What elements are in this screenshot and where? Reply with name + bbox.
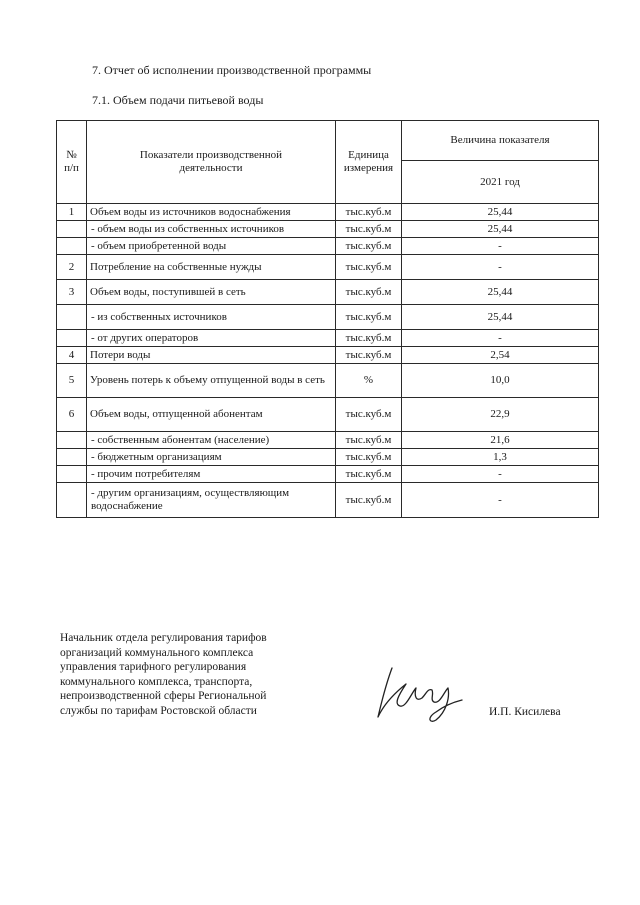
row-unit: тыс.куб.м xyxy=(336,238,402,255)
table-row xyxy=(57,347,599,364)
signer-position-line: управления тарифного регулирования xyxy=(60,661,247,673)
row-value: 25,44 xyxy=(402,221,599,238)
row-unit: тыс.куб.м xyxy=(336,221,402,238)
signer-position-line: непроизводственной сферы Региональной xyxy=(60,690,267,702)
header-number: № п/п xyxy=(57,121,87,204)
row-unit: тыс.куб.м xyxy=(336,449,402,466)
row-value: 21,6 xyxy=(402,432,599,449)
header-year: 2021 год xyxy=(402,161,599,204)
row-unit: тыс.куб.м xyxy=(336,305,402,330)
subsection-heading: 7.1. Объем подачи питьевой воды xyxy=(92,93,264,107)
row-value: 25,44 xyxy=(402,204,599,221)
row-value: 10,0 xyxy=(402,364,599,398)
row-unit: тыс.куб.м xyxy=(336,280,402,305)
row-value: 25,44 xyxy=(402,280,599,305)
row-number xyxy=(57,221,87,238)
row-indicator: - из собственных источников xyxy=(87,305,336,330)
signer-position-line: коммунального комплекса, транспорта, xyxy=(60,675,253,688)
table-row xyxy=(57,483,599,518)
table-row xyxy=(57,432,599,449)
row-value: - xyxy=(402,255,599,280)
row-unit: % xyxy=(336,364,402,398)
header-value: Величина показателя xyxy=(402,121,599,161)
row-value: - xyxy=(402,238,599,255)
row-value: - xyxy=(402,330,599,347)
row-indicator: - прочим потребителям xyxy=(87,466,336,483)
row-unit: тыс.куб.м xyxy=(336,466,402,483)
row-unit: тыс.куб.м xyxy=(336,330,402,347)
row-indicator: - собственным абонентам (население) xyxy=(87,432,336,449)
table-row xyxy=(57,280,599,305)
row-number: 1 xyxy=(57,204,87,221)
table-row xyxy=(57,204,599,221)
row-indicator: - от других операторов xyxy=(87,330,336,347)
row-number: 2 xyxy=(57,255,87,280)
header-indicator: Показатели производственной деятельности xyxy=(87,121,336,204)
row-indicator: Потери воды xyxy=(87,347,336,364)
row-number: 5 xyxy=(57,364,87,398)
table-row xyxy=(57,330,599,347)
row-indicator: Потребление на собственные нужды xyxy=(87,255,336,280)
row-indicator: - бюджетным организациям xyxy=(87,449,336,466)
row-value: 2,54 xyxy=(402,347,599,364)
row-unit: тыс.куб.м xyxy=(336,255,402,280)
header-unit: Единица измерения xyxy=(336,121,402,204)
row-unit: тыс.куб.м xyxy=(336,347,402,364)
row-number: 4 xyxy=(57,347,87,364)
signer-position-line: организаций коммунального комплекса xyxy=(60,646,254,659)
row-number xyxy=(57,330,87,347)
row-value: 22,9 xyxy=(402,398,599,432)
water-supply-table xyxy=(56,120,599,518)
row-value: 25,44 xyxy=(402,305,599,330)
row-number xyxy=(57,449,87,466)
signer-name: И.П. Кисилева xyxy=(489,706,561,718)
row-indicator: Объем воды, поступившей в сеть xyxy=(87,280,336,305)
table-row xyxy=(57,466,599,483)
signer-position-line: Начальник отдела регулирования тарифов xyxy=(60,632,267,644)
row-value: - xyxy=(402,466,599,483)
handwritten-signature xyxy=(372,662,464,724)
row-number xyxy=(57,305,87,330)
row-unit: тыс.куб.м xyxy=(336,432,402,449)
table-row xyxy=(57,364,599,398)
row-indicator: Уровень потерь к объему отпущенной воды в сеть xyxy=(87,364,336,398)
row-indicator: - объем воды из собственных источников xyxy=(87,221,336,238)
table-row xyxy=(57,305,599,330)
row-number: 3 xyxy=(57,280,87,305)
row-number xyxy=(57,466,87,483)
row-unit: тыс.куб.м xyxy=(336,398,402,432)
row-number xyxy=(57,238,87,255)
table-row xyxy=(57,255,599,280)
row-unit: тыс.куб.м xyxy=(336,204,402,221)
signer-position xyxy=(60,631,330,718)
table-row xyxy=(57,238,599,255)
table-row xyxy=(57,221,599,238)
row-indicator: Объем воды, отпущенной абонентам xyxy=(87,398,336,432)
row-number: 6 xyxy=(57,398,87,432)
row-indicator: Объем воды из источников водоснабжения xyxy=(87,204,336,221)
table-row xyxy=(57,398,599,432)
table-row xyxy=(57,449,599,466)
row-value: - xyxy=(402,483,599,518)
row-unit: тыс.куб.м xyxy=(336,483,402,518)
row-number xyxy=(57,483,87,518)
row-value: 1,3 xyxy=(402,449,599,466)
section-heading: 7. Отчет об исполнении производственной программы xyxy=(92,63,372,77)
row-indicator: - объем приобретенной воды xyxy=(87,238,336,255)
row-indicator: - другим организациям, осуществляющим водоснабжение xyxy=(87,483,336,518)
row-number xyxy=(57,432,87,449)
signer-position-line: службы по тарифам Ростовской области xyxy=(60,704,257,717)
